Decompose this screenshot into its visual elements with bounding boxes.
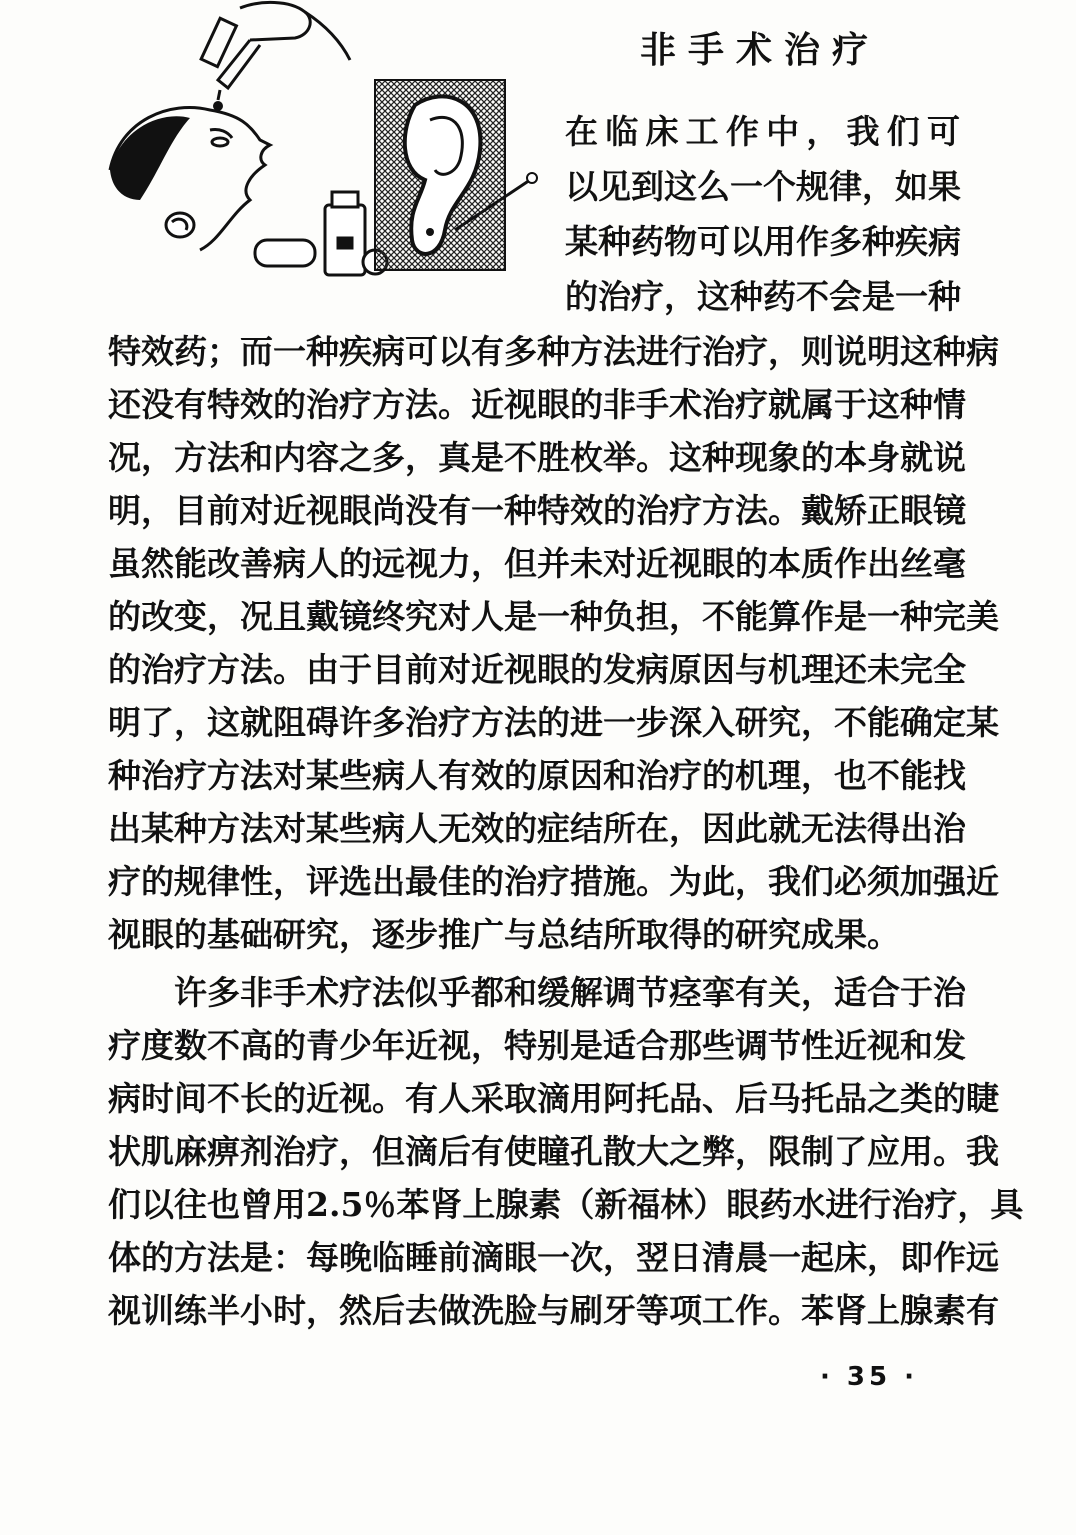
text-line: 病时间不长的近视。有人采取滴用阿托品、后马托品之类的睫: [108, 1079, 999, 1118]
text-line: 明了，这就阻碍许多治疗方法的进一步深入研究，不能确定某: [108, 703, 999, 742]
text-line: 特效药；而一种疾病可以有多种方法进行治疗，则说明这种病: [108, 332, 999, 371]
hand-dropper-icon: [201, 2, 350, 100]
text-line: 状肌麻痹剂治疗，但滴后有使瞳孔散大之弊，限制了应用。我: [108, 1132, 999, 1171]
text-line: 视训练半小时，然后去做洗脸与刷牙等项工作。苯肾上腺素有: [108, 1291, 999, 1330]
text-line: 虽然能改善病人的远视力，但并未对近视眼的本质作出丝毫: [108, 544, 966, 583]
ear-acupuncture-icon: [375, 80, 537, 270]
illustration-eye-drops-and-ear: [100, 0, 560, 300]
text-line: 某种药物可以用作多种疾病: [565, 222, 961, 261]
text-line: 的改变，况且戴镜终究对人是一种负担，不能算作是一种完美: [108, 597, 999, 636]
text-line: 还没有特效的治疗方法。近视眼的非手术治疗就属于这种情: [108, 385, 966, 424]
text-line: 出某种方法对某些病人无效的症结所在，因此就无法得出治: [108, 809, 966, 848]
text-line: 许多非手术疗法似乎都和缓解调节痉挛有关，适合于治: [108, 973, 966, 1012]
text-line: 的治疗方法。由于目前对近视眼的发病原因与机理还未完全: [108, 650, 966, 689]
text-line: 疗度数不高的青少年近视，特别是适合那些调节性近视和发: [108, 1026, 966, 1065]
medicine-bottle-icon: [255, 192, 387, 275]
text-line: 们以往也曾用2.5％苯肾上腺素（新福林）眼药水进行治疗，具: [108, 1185, 1024, 1224]
text-line: 的治疗，这种药不会是一种: [565, 277, 961, 316]
section-title: 非手术治疗: [640, 29, 881, 71]
text-line: 视眼的基础研究，逐步推广与总结所取得的研究成果。: [108, 915, 900, 954]
text-line: 体的方法是：每晚临睡前滴眼一次，翌日清晨一起床，即作远: [108, 1238, 999, 1277]
text-line: 明，目前对近视眼尚没有一种特效的治疗方法。戴矫正眼镜: [108, 491, 966, 530]
text-line: 种治疗方法对某些病人有效的原因和治疗的机理，也不能找: [108, 756, 966, 795]
page-number: · 35 ·: [820, 1362, 919, 1392]
text-line: 况，方法和内容之多，真是不胜枚举。这种现象的本身就说: [108, 438, 966, 477]
text-line: 以见到这么一个规律，如果: [565, 167, 961, 206]
text-line: 在临床工作中，我们可: [565, 112, 960, 151]
text-line: 疗的规律性，评选出最佳的治疗措施。为此，我们必须加强近: [108, 862, 999, 901]
